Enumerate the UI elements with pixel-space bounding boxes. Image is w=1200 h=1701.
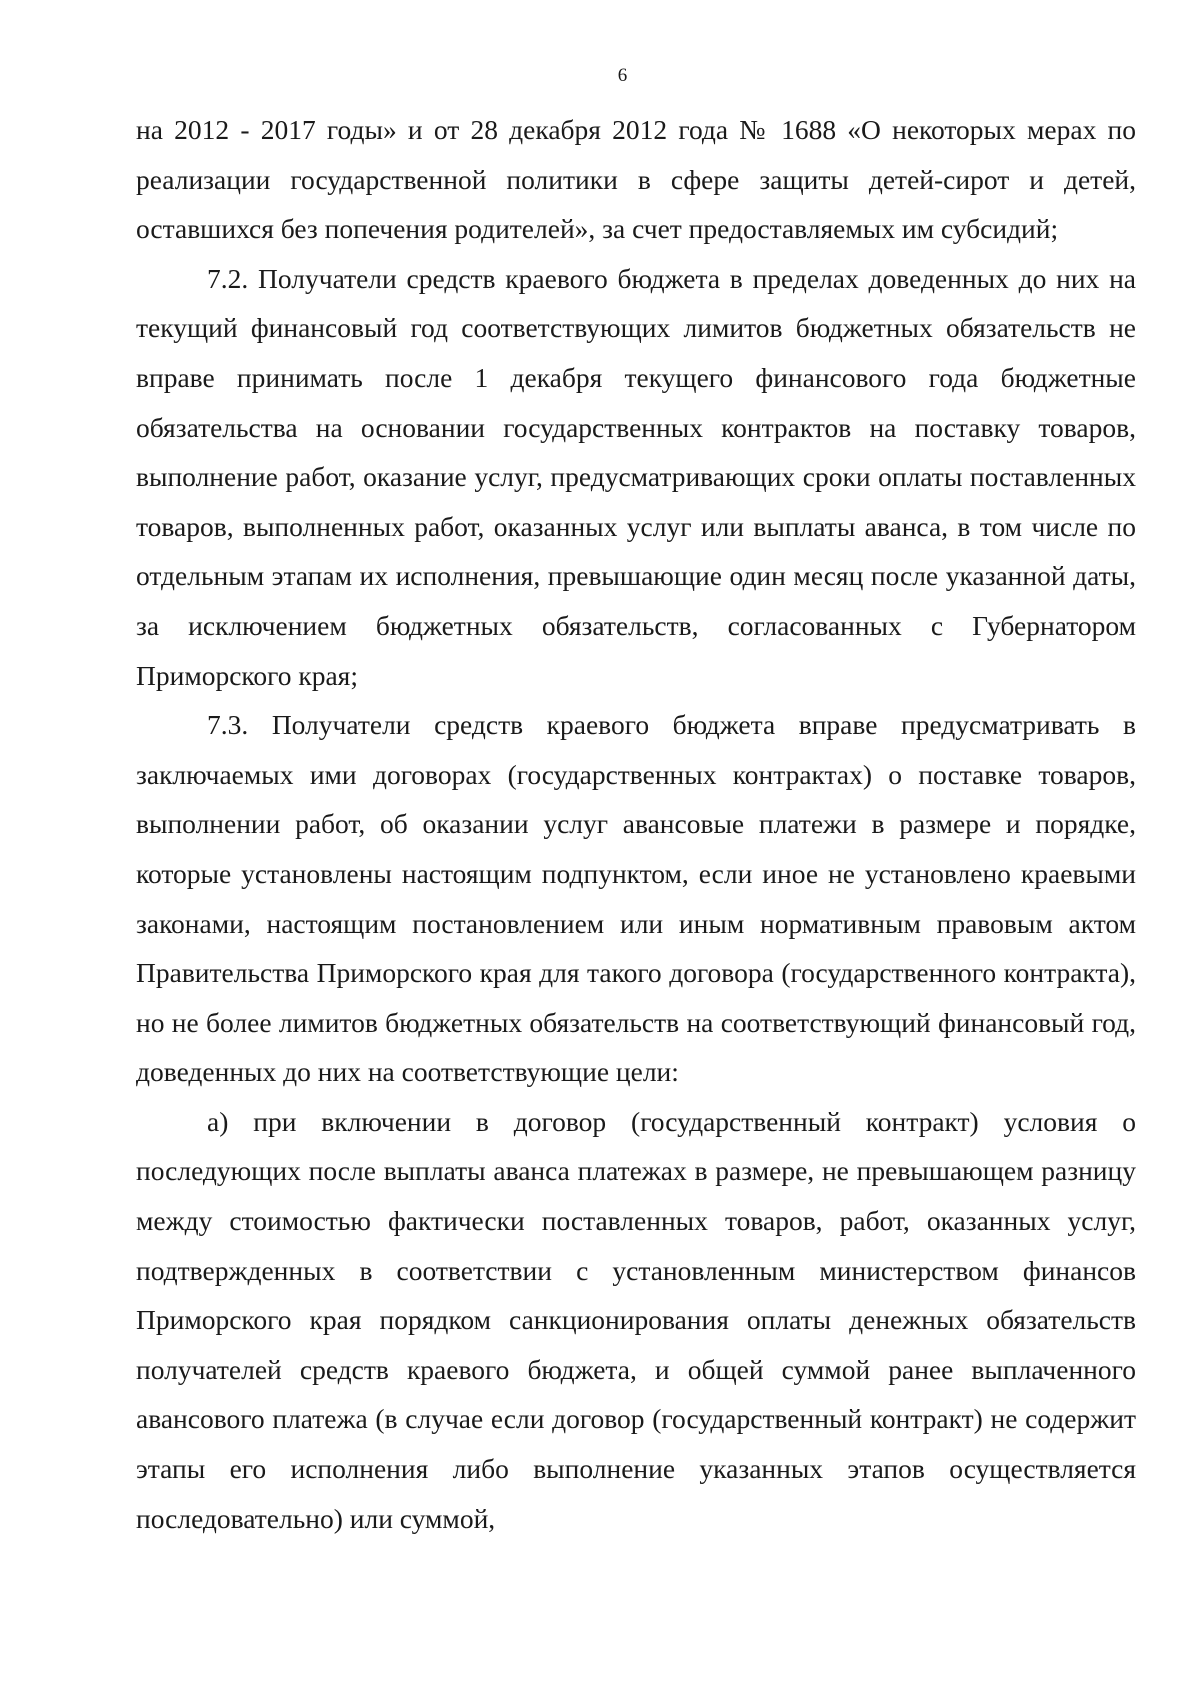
paragraph-7-3-a: а) при включении в договор (государственный контракт) условия о последующих после выплаты аванса платежах в размере, не превышающем разницу между стоимостью фактически поставленных товаров, работ, оказанных услуг, подтвержденных в соответствии с установленным министерством финансов Приморского края порядком санкционирования оплаты денежных обязательств получателей средств краевого бюджета, и общей суммой ранее выплаченного авансового платежа (в случае если договор (государственный контракт) не содержит этапы его исполнения либо выполнение указанных этапов осуществляется последовательно) или суммой, bbox=[136, 1105, 1136, 1534]
page-number: 6 bbox=[617, 65, 628, 86]
document-body bbox=[136, 105, 1136, 1543]
paragraph-7-3: 7.3. Получатели средств краевого бюджета вправе предусматривать в заключаемых ими договорах (государственных контрактах) о поставке товаров, выполнении работ, об оказании услуг авансовые платежи в размере и порядке, которые установлены настоящим подпунктом, если иное не установлено краевыми законами, настоящим постановлением или иным нормативным правовым актом Правительства Приморского края для такого договора (государственного контракта), но не более лимитов бюджетных обязательств на соответствующий финансовый год, доведенных до них на соответствующие цели: bbox=[136, 709, 1136, 1088]
paragraph-continuation: на 2012 - 2017 годы» и от 28 декабря 2012 года № 1688 «О некоторых мерах по реализации государственной политики в сфере защиты детей-сирот и детей, оставшихся без попечения родителей», за счет предоставляемых им субсидий; bbox=[136, 114, 1136, 245]
paragraph-7-2: 7.2. Получатели средств краевого бюджета в пределах доведенных до них на текущий финансовый год соответствующих лимитов бюджетных обязательств не вправе принимать после 1 декабря текущего финансового года бюджетные обязательства на основании государственных контрактов на поставку товаров, выполнение работ, оказание услуг, предусматривающих сроки оплаты поставленных товаров, выполненных работ, оказанных услуг или выплаты аванса, в том числе по отдельным этапам их исполнения, превышающие один месяц после указанной даты, за исключением бюджетных обязательств, согласованных с Губернатором Приморского края; bbox=[136, 262, 1136, 691]
